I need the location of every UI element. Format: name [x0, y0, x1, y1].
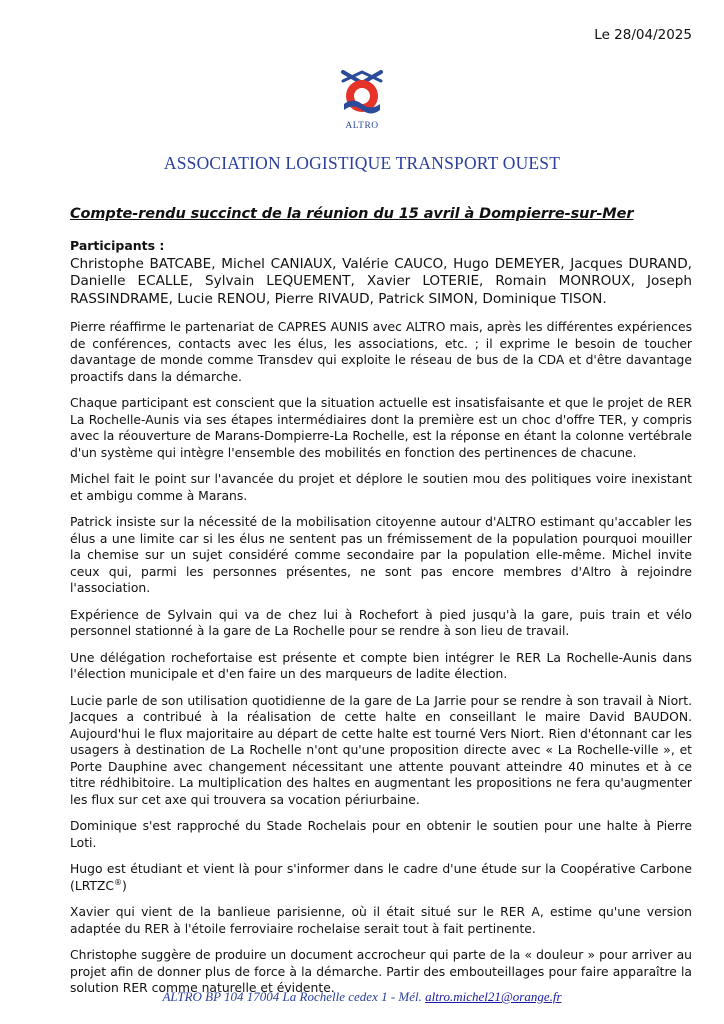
registered-mark: ® [114, 877, 122, 887]
hugo-close: ) [122, 878, 127, 893]
paragraph-patrick: Patrick insiste sur la nécessité de la mobilisation citoyenne autour d'ALTRO estimant qu'accabler les élus a une limite car si les élus ne sentent pas un frémissement de la population pourquoi mouiller la chemise sur un sujet considéré comme secondaire par la population elle-même. Michel invite ceux qui, parmi les personnes présentes, ne sont pas encore membres d'Altro à rejoindre l'association. [70, 515, 692, 595]
footer [0, 989, 724, 1005]
paragraph-xavier: Xavier qui vient de la banlieue parisienne, où il était situé sur le RER A, estime qu'une version adaptée du RER à l'étoile ferroviaire rochelaise serait tout à fait pertinente. [70, 905, 692, 936]
hugo-text: Hugo est étudiant et vient là pour s'informer dans le cadre d'une étude sur la Coopérative Carbone (LRTZC [70, 862, 692, 893]
paragraph-pierre: Pierre réaffirme le partenariat de CAPRES AUNIS avec ALTRO mais, après les différentes expériences de conférences, contacts avec les élus, les associations, etc. ; il exprime le besoin de toucher davantage de monde comme Transdev qui exploite le réseau de bus de la CDA et d'être davantage proactifs dans la démarche. [70, 320, 692, 384]
paragraph-michel: Michel fait le point sur l'avancée du projet et déplore le soutien mou des politiques voire inexistant et ambigu comme à Marans. [70, 472, 692, 503]
report-title: Compte-rendu succinct de la réunion du 15 avril à Dompierre-sur-Mer [70, 206, 634, 222]
paragraph-lucie: Lucie parle de son utilisation quotidienne de la gare de La Jarrie pour se rendre à son travail à Niort. Jacques a contribué à la réalisation de cette halte en conseillant le maire David BAUDON. Aujourd'hui le flux majoritaire au départ de cette halte est tourné Vers Niort. Rien d'étonnant car les usagers à destination de La Rochelle n'ont qu'une proposition directe avec « La Rochelle-ville », et Porte Dauphine avec changement nécessitant une attente pouvant atteindre 40 minutes et à ce titre rédhibitoire. La multiplication des haltes en augmentant les propositions ne fera qu'augmenter les flux sur cet axe qui trouvera sa vocation périurbaine. [70, 693, 692, 807]
footer-email-link[interactable]: altro.michel21@orange.fr [425, 989, 562, 1004]
paragraph-hugo [70, 861, 692, 894]
participants-list: Christophe BATCABE, Michel CANIAUX, Valérie CAUCO, Hugo DEMEYER, Jacques DURAND, Danielle ECALLE, Sylvain LEQUEMENT, Xavier LOTERIE, Romain MONROUX, Joseph RASSINDRAME, Lucie RENOU, Pierre RIVAUD, Patrick SIMON, Dominique TISON. [70, 255, 692, 307]
participants-label: Participants : [70, 238, 165, 253]
paragraph-sylvain: Expérience de Sylvain qui va de chez lui à Rochefort à pied jusqu'à la gare, puis train et vélo personnel stationné à la gare de La Rochelle pour se rendre à son lieu de travail. [70, 607, 692, 638]
organization-name: ASSOCIATION LOGISTIQUE TRANSPORT OUEST [163, 153, 561, 173]
footer-address: ALTRO BP 104 17004 La Rochelle cedex 1 - Mél. [162, 989, 426, 1004]
logo-text: ALTRO [345, 121, 379, 131]
paragraph-delegation: Une délégation rochefortaise est présente et compte bien intégrer le RER La Rochelle-Aunis dans l'élection municipale et d'en faire un des marqueurs de ladite élection. [70, 650, 692, 681]
report-body [70, 238, 692, 1007]
paragraph-dominique: Dominique s'est rapproché du Stade Rochelais pour en obtenir le soutien pour une halte à Pierre Loti. [70, 819, 692, 850]
paragraph-participants: Chaque participant est conscient que la situation actuelle est insatisfaisante et que le projet de RER La Rochelle-Aunis via ses étapes intermédiaires dont la première est un choc d'offre TER, y compris avec la réouverture de Marans-Dompierre-La Rochelle, est la réponse en étant la colonne vertébrale d'un système qui intègre l'ensemble des mobilités en fonction des pertinences de chacune. [70, 396, 692, 460]
date: Le 28/04/2025 [594, 27, 692, 43]
paragraph-christophe: Christophe suggère de produire un document accrocheur qui parte de la « douleur » pour arriver au projet afin de donner plus de force à la démarche. Partir des embouteillages pour faire apparaître la solution RER comme naturelle et évidente. [70, 948, 692, 995]
